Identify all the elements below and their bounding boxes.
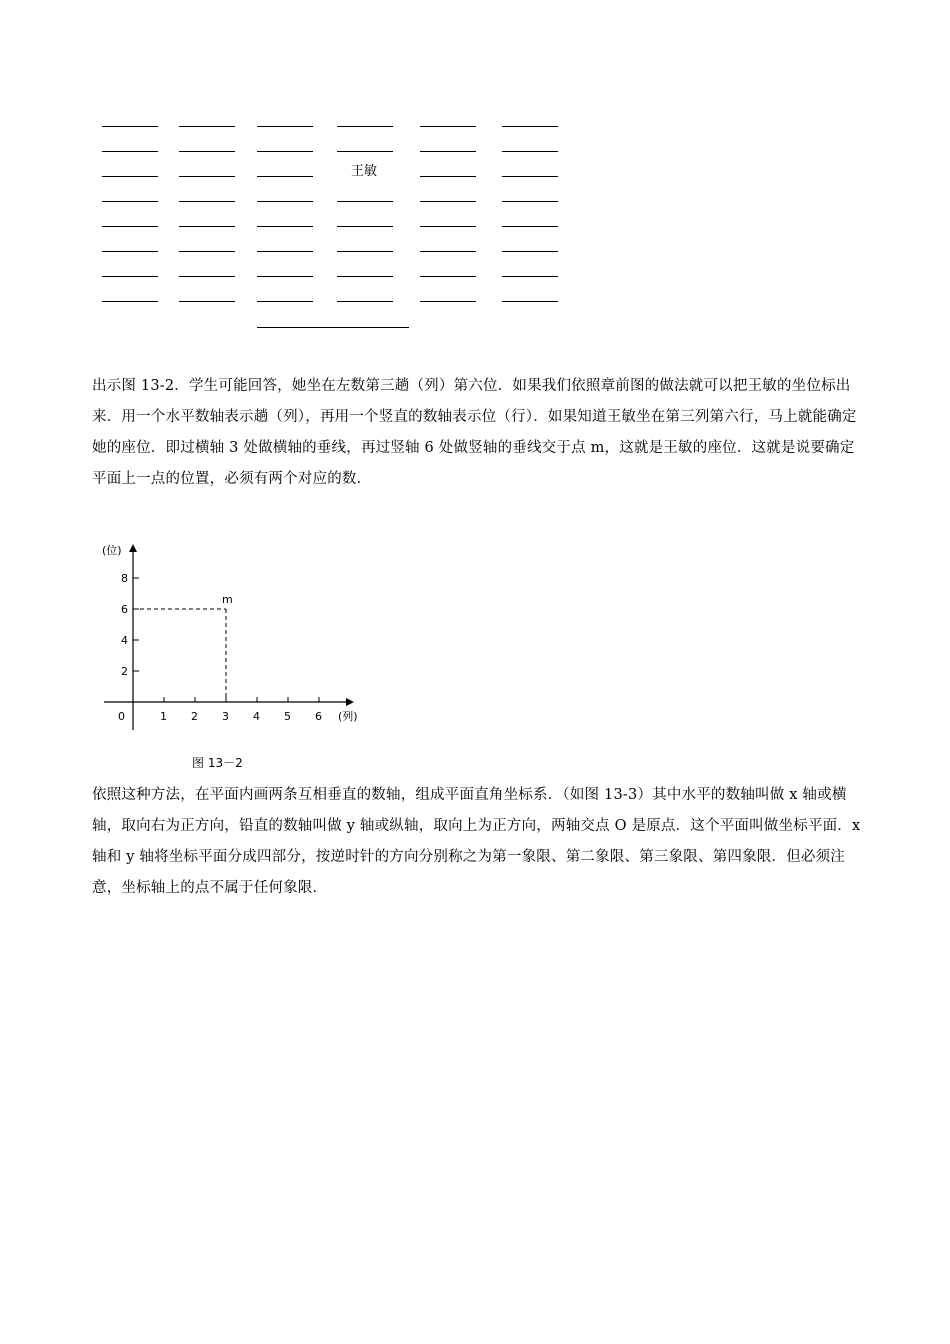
seat-line: [337, 301, 393, 302]
seat-line: [257, 226, 313, 227]
seat-line: [420, 276, 476, 277]
seat-line: [420, 201, 476, 202]
seat-line: [102, 126, 158, 127]
seat-line: [337, 201, 393, 202]
seat-line: [179, 301, 235, 302]
seat-line: [502, 251, 558, 252]
seat-line: [420, 301, 476, 302]
podium-line: [257, 327, 409, 328]
point-m-label: m: [222, 593, 233, 606]
seat-line: [502, 301, 558, 302]
y-tick-label: 2: [121, 665, 128, 678]
seat-line: [179, 151, 235, 152]
x-ticks: [160, 697, 322, 723]
seat-line: [502, 276, 558, 277]
seat-line: [179, 126, 235, 127]
y-tick-label: 6: [121, 603, 128, 616]
seat-line: [337, 276, 393, 277]
y-ticks: [121, 572, 139, 678]
seat-line: [257, 251, 313, 252]
seat-line: [337, 251, 393, 252]
seat-chart: [0, 0, 950, 340]
figure-caption: 图 13－2: [192, 756, 243, 770]
x-tick-label: 5: [284, 710, 291, 723]
x-tick-label: 2: [191, 710, 198, 723]
seat-line: [102, 201, 158, 202]
student-name: 王敏: [351, 164, 378, 179]
figure-13-2: [92, 536, 392, 776]
seat-line: [179, 276, 235, 277]
y-tick-label: 8: [121, 572, 128, 585]
x-tick-label: 1: [160, 710, 167, 723]
seat-line: [420, 226, 476, 227]
seat-line: [420, 251, 476, 252]
x-axis-arrow: [346, 698, 354, 706]
y-axis-arrow: [129, 544, 137, 552]
seat-line: [337, 126, 393, 127]
seat-line: [257, 276, 313, 277]
seat-line: [257, 201, 313, 202]
seat-line: [257, 151, 313, 152]
seat-line: [420, 176, 476, 177]
origin-label: 0: [118, 710, 125, 723]
seat-line: [179, 176, 235, 177]
coordinate-figure: [92, 536, 392, 746]
y-tick-label: 4: [121, 634, 128, 647]
seat-line: [257, 176, 313, 177]
seat-line: [257, 301, 313, 302]
x-tick-label: 4: [253, 710, 260, 723]
seat-line: [502, 201, 558, 202]
seat-line: [102, 176, 158, 177]
seat-line: [102, 151, 158, 152]
paragraph-explanation: 出示图 13-2．学生可能回答，她坐在左数第三趟（列）第六位．如果我们依照章前图的做法就可以把王敏的坐位标出来．用一个水平数轴表示趟（列），再用一个竖直的数轴表示位（行）．如果知道王敏坐在第三列第六行，马上就能确定她的座位．即过横轴 3 处做横轴的垂线，再过竖轴 6 处做竖轴的垂线交于点 m，这就是王敏的座位．这就是说要确定平面上一点的位置，必须有两个对应的数．: [92, 378, 857, 487]
seat-line: [502, 226, 558, 227]
seat-line: [102, 301, 158, 302]
seat-line: [179, 251, 235, 252]
x-tick-label: 3: [222, 710, 229, 723]
x-axis-label: (列): [338, 710, 358, 723]
y-axis-label: (位): [102, 544, 122, 557]
seat-line: [257, 126, 313, 127]
seat-line: [102, 226, 158, 227]
seat-line: [102, 251, 158, 252]
x-tick-label: 6: [315, 710, 322, 723]
seat-line: [502, 151, 558, 152]
seat-line: [179, 226, 235, 227]
paragraph-coordinate-system: 依照这种方法，在平面内画两条互相垂直的数轴，组成平面直角坐标系．（如图 13-3）其中水平的数轴叫做 x 轴或横轴，取向右为正方向，铅直的数轴叫做 y 轴或纵轴，取向上为正方向，两轴交点 O 是原点．这个平面叫做坐标平面．x 轴和 y 轴将坐标平面分成四部分，按逆时针的方向分别称之为第一象限、第二象限、第三象限、第四象限．但必须注意，坐标轴上的点不属于任何象限．: [92, 787, 861, 896]
seat-line: [420, 151, 476, 152]
seat-line: [179, 201, 235, 202]
seat-line: [337, 151, 393, 152]
seat-line: [502, 126, 558, 127]
seat-line: [102, 276, 158, 277]
seat-line: [420, 126, 476, 127]
seat-line: [337, 226, 393, 227]
seat-line: [502, 176, 558, 177]
